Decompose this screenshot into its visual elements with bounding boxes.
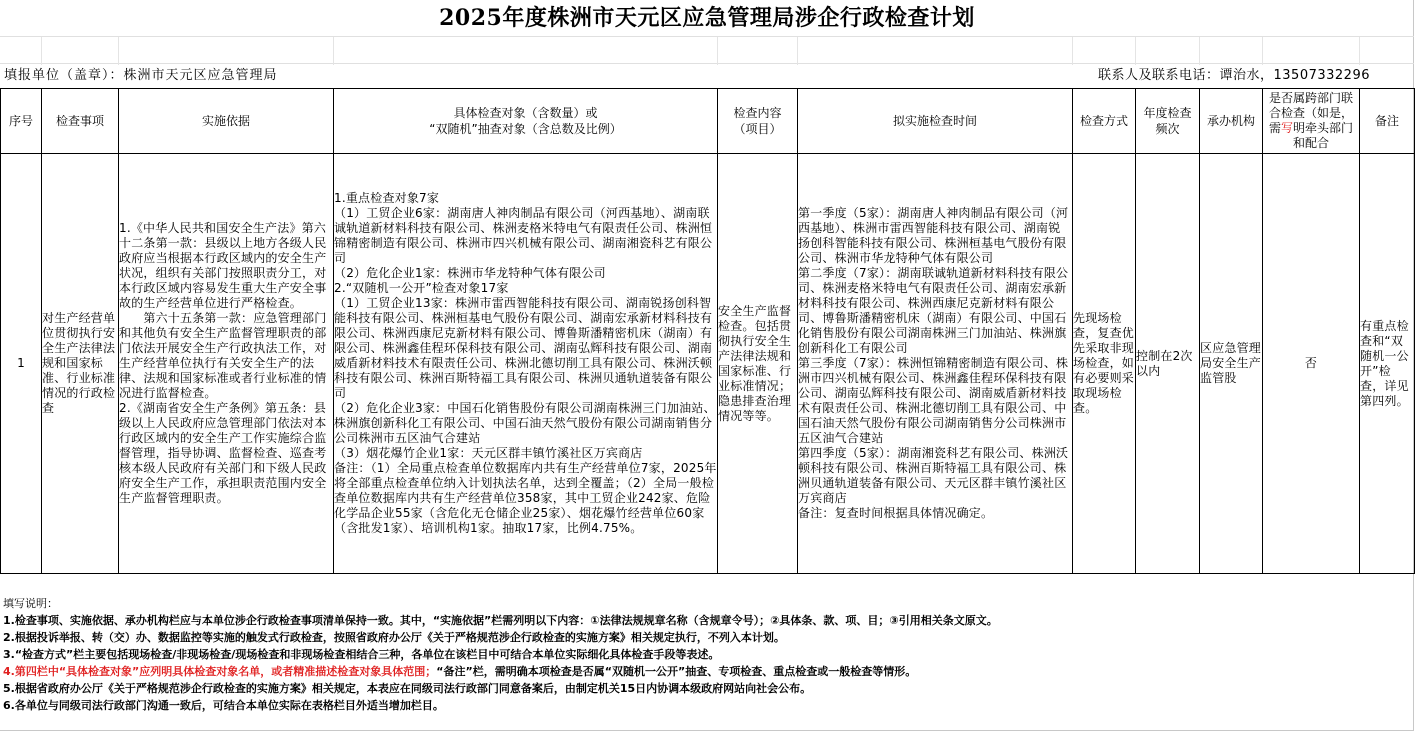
page-title: 2025年度株洲市天元区应急管理局涉企行政检查计划: [439, 5, 975, 31]
cell-seq: 1: [1, 154, 42, 574]
empty-grid-row: [0, 36, 1414, 64]
cell-method: 先现场检查，复查优先采取非现场检查，如有必要则采取现场检查。: [1073, 154, 1136, 574]
instruction-red-part: 4.第四栏中“具体检查对象”应列明具体检查对象名单，或者精准描述检查对象具体范围；: [3, 665, 437, 678]
header-freq-line2: 频次: [1155, 122, 1180, 136]
instruction-item: [0, 663, 1414, 680]
header-freq: [1136, 89, 1200, 154]
header-method: 检查方式: [1073, 89, 1136, 154]
objects-para: （2）危化企业1家：株洲市华龙特种气体有限公司: [334, 266, 606, 280]
time-para: 第二季度（7家）：湖南联诚轨道新材料科技有限公司、株洲麦格米特电气有限责任公司、湖南宏承新材料科技有限公司、株洲西康尼克新材料有限公司、博鲁斯潘精密机床（湖南）有限公司、中国石化销售股份有限公司湖南株洲三门加油站、株洲旗创新科化工有限公司: [798, 266, 1069, 355]
fill-unit-label: 填报单位（盖章）：株洲市天元区应急管理局: [4, 68, 278, 83]
instruction-item: 6.各单位与同级司法行政部门沟通一致后，可结合本单位实际在表格栏目外适当增加栏目。: [3, 699, 444, 712]
header-objects-line2: “双随机”抽查对象（含总数及比例）: [429, 122, 622, 136]
time-para: 第一季度（5家）：湖南唐人神肉制品有限公司（河西基地）、株洲市雷西智能科技有限公司、湖南锐扬创科智能科技有限公司、株洲桓基电气股份有限公司、株洲市华龙特种气体有限公司: [798, 206, 1069, 265]
cell-remark: 有重点检查和“双随机一公开”检查，详见第四列。: [1360, 154, 1415, 574]
instruction-item: 3.“检查方式”栏主要包括现场检查/非现场检查/现场检查和非现场检查相结合三种，各单位在该栏目中可结合本单位实际细化具体检查手段等表述。: [3, 648, 720, 661]
header-seq: 序号: [1, 89, 42, 154]
header-joint-a: 是否属跨部门联合检查（如是，需: [1268, 91, 1353, 135]
instruction-item: 2.根据投诉举报、转（交）办、数据监控等实施的触发式行政检查，按照省政府办公厅《关于严格规范涉企行政检查的实施方案》相关规定执行，不列入本计划。: [3, 631, 785, 644]
cell-agency: 区应急管理局安全生产监管股: [1200, 154, 1263, 574]
table-row: [1, 154, 1415, 574]
objects-para: 2.“双随机一公开”检查对象17家: [334, 281, 509, 295]
header-content: [718, 89, 798, 154]
header-joint: [1263, 89, 1360, 154]
header-content-line2: （项目）: [733, 122, 782, 136]
header-basis: 实施依据: [119, 89, 334, 154]
header-time: 拟实施检查时间: [798, 89, 1073, 154]
time-para: 备注：复查时间根据具体情况确定。: [798, 506, 994, 520]
instructions-heading: 填写说明：: [3, 597, 58, 610]
header-item: 检查事项: [42, 89, 119, 154]
instruction-item: 1.检查事项、实施依据、承办机构栏应与本单位涉企行政检查事项清单保持一致。其中，“实施依据”栏需列明以下内容：①法律法规规章名称（含规章令号）；②具体条、款、项、目；③引用相关条文原文。: [3, 614, 998, 627]
instructions-block: [0, 595, 1414, 714]
objects-para: （2）危化企业3家：中国石化销售股份有限公司湖南株洲三门加油站、株洲旗创新科化工有限公司、中国石油天然气股份有限公司湖南销售分公司株洲市五区油气合建站: [334, 401, 716, 445]
objects-para: 备注：（1）全局重点检查单位数据库内共有生产经营单位7家，2025年将全部重点检查单位纳入计划执法名单，达到全覆盖；（2）全局一般检查单位数据库内共有生产经营单位358家，其中工贸企业242家、危险化学品企业55家（含危化无仓储企业25家）、烟花爆竹经营单位60家（含批发1家）、培训机构1家。抽取17家，比例4.75%。: [334, 461, 717, 535]
basis-para: 1.《中华人民共和国安全生产法》第六十二条第一款：县级以上地方各级人民政府应当根据本行政区域内的安全生产状况，组织有关部门按照职责分工，对本行政区域内容易发生重大生产安全事故的生产经营单位进行严格检查。: [119, 221, 327, 310]
header-remark: 备注: [1360, 89, 1415, 154]
header-agency: 承办机构: [1200, 89, 1263, 154]
objects-para: （1）工贸企业6家：湖南唐人神肉制品有限公司（河西基地）、湖南联诚轨道新材料科技有限公司、株洲麦格米特电气有限责任公司、株洲恒锦精密制造有限公司、株洲市四兴机械有限公司、湖南湘瓷科艺有限公司: [334, 206, 713, 265]
inspection-plan-table: [0, 88, 1415, 574]
cell-basis: [119, 154, 334, 574]
contact-info: 联系人及联系电话：谭治水，13507332296: [1098, 68, 1370, 83]
cell-joint: 否: [1263, 154, 1360, 574]
time-para: 第三季度（7家）：株洲恒锦精密制造有限公司、株洲市四兴机械有限公司、株洲鑫佳程环保科技有限公司、湖南弘辉科技有限公司、湖南威盾新材料技术有限责任公司、株洲北德切削工具有限公司、中国石油天然气股份有限公司湖南销售分公司株洲市五区油气合建站: [798, 356, 1069, 445]
objects-para: （3）烟花爆竹企业1家：天元区群丰镇竹溪社区万宾商店: [334, 446, 643, 460]
header-freq-line1: 年度检查: [1143, 106, 1192, 120]
cell-freq: 控制在2次以内: [1136, 154, 1200, 574]
cell-item: 对生产经营单位贯彻执行安全生产法律法规和国家标准、行业标准情况的行政检查: [42, 154, 119, 574]
fill-info-row: [0, 64, 1414, 88]
header-content-line1: 检查内容: [733, 106, 782, 120]
header-joint-red: 写: [1280, 121, 1293, 135]
header-objects-line1: 具体检查对象（含数量）或: [453, 106, 598, 120]
cell-objects: [334, 154, 718, 574]
basis-para: 第六十五条第一款：应急管理部门和其他负有安全生产监督管理职责的部门依法开展安全生产行政执法工作，对生产经营单位执行有关安全生产的法律、法规和国家标准或者行业标准的情况进行监督检查。: [119, 311, 327, 400]
objects-para: 1.重点检查对象7家: [334, 191, 440, 205]
instruction-item: 5.根据省政府办公厅《关于严格规范涉企行政检查的实施方案》相关规定，本表应在同级司法行政部门同意备案后，由制定机关15日内协调本级政府网站向社会公布。: [3, 682, 812, 695]
header-joint-b: 明牵头部门和配合: [1292, 121, 1354, 150]
table-header-row: [1, 89, 1415, 154]
time-para: 第四季度（5家）：湖南湘瓷科艺有限公司、株洲沃顿科技有限公司、株洲百斯特福工具有限公司、株洲贝通轨道装备有限公司、天元区群丰镇竹溪社区万宾商店: [798, 446, 1069, 505]
instruction-rest-part: “备注”栏，需明确本项检查是否属“双随机一公开”抽查、专项检查、重点检查或一般检查等情形。: [436, 665, 917, 678]
cell-content: 安全生产监督检查。包括贯彻执行安全生产法律法规和国家标准、行业标准情况；隐患排查治理情况等等。: [718, 154, 798, 574]
cell-time: [798, 154, 1073, 574]
objects-para: （1）工贸企业13家：株洲市雷西智能科技有限公司、湖南锐扬创科智能科技有限公司、株洲桓基电气股份有限公司、湖南宏承新材料科技有限公司、株洲西康尼克新材料有限公司、博鲁斯潘精密机床（湖南）有限公司、株洲鑫佳程环保科技有限公司、湖南弘辉科技有限公司、湖南威盾新材料技术有限责任公司、株洲北德切削工具有限公司、株洲沃顿科技有限公司、株洲百斯特福工具有限公司、株洲贝通轨道装备有限公司: [334, 296, 713, 400]
header-objects: [334, 89, 718, 154]
basis-para: 2.《湖南省安全生产条例》第五条：县级以上人民政府应急管理部门依法对本行政区域内的安全生产工作实施综合监督管理，指导协调、监督检查、巡查考核本级人民政府有关部门和下级人民政府安全生产工作，承担职责范围内安全生产监督管理职责。: [119, 401, 327, 505]
